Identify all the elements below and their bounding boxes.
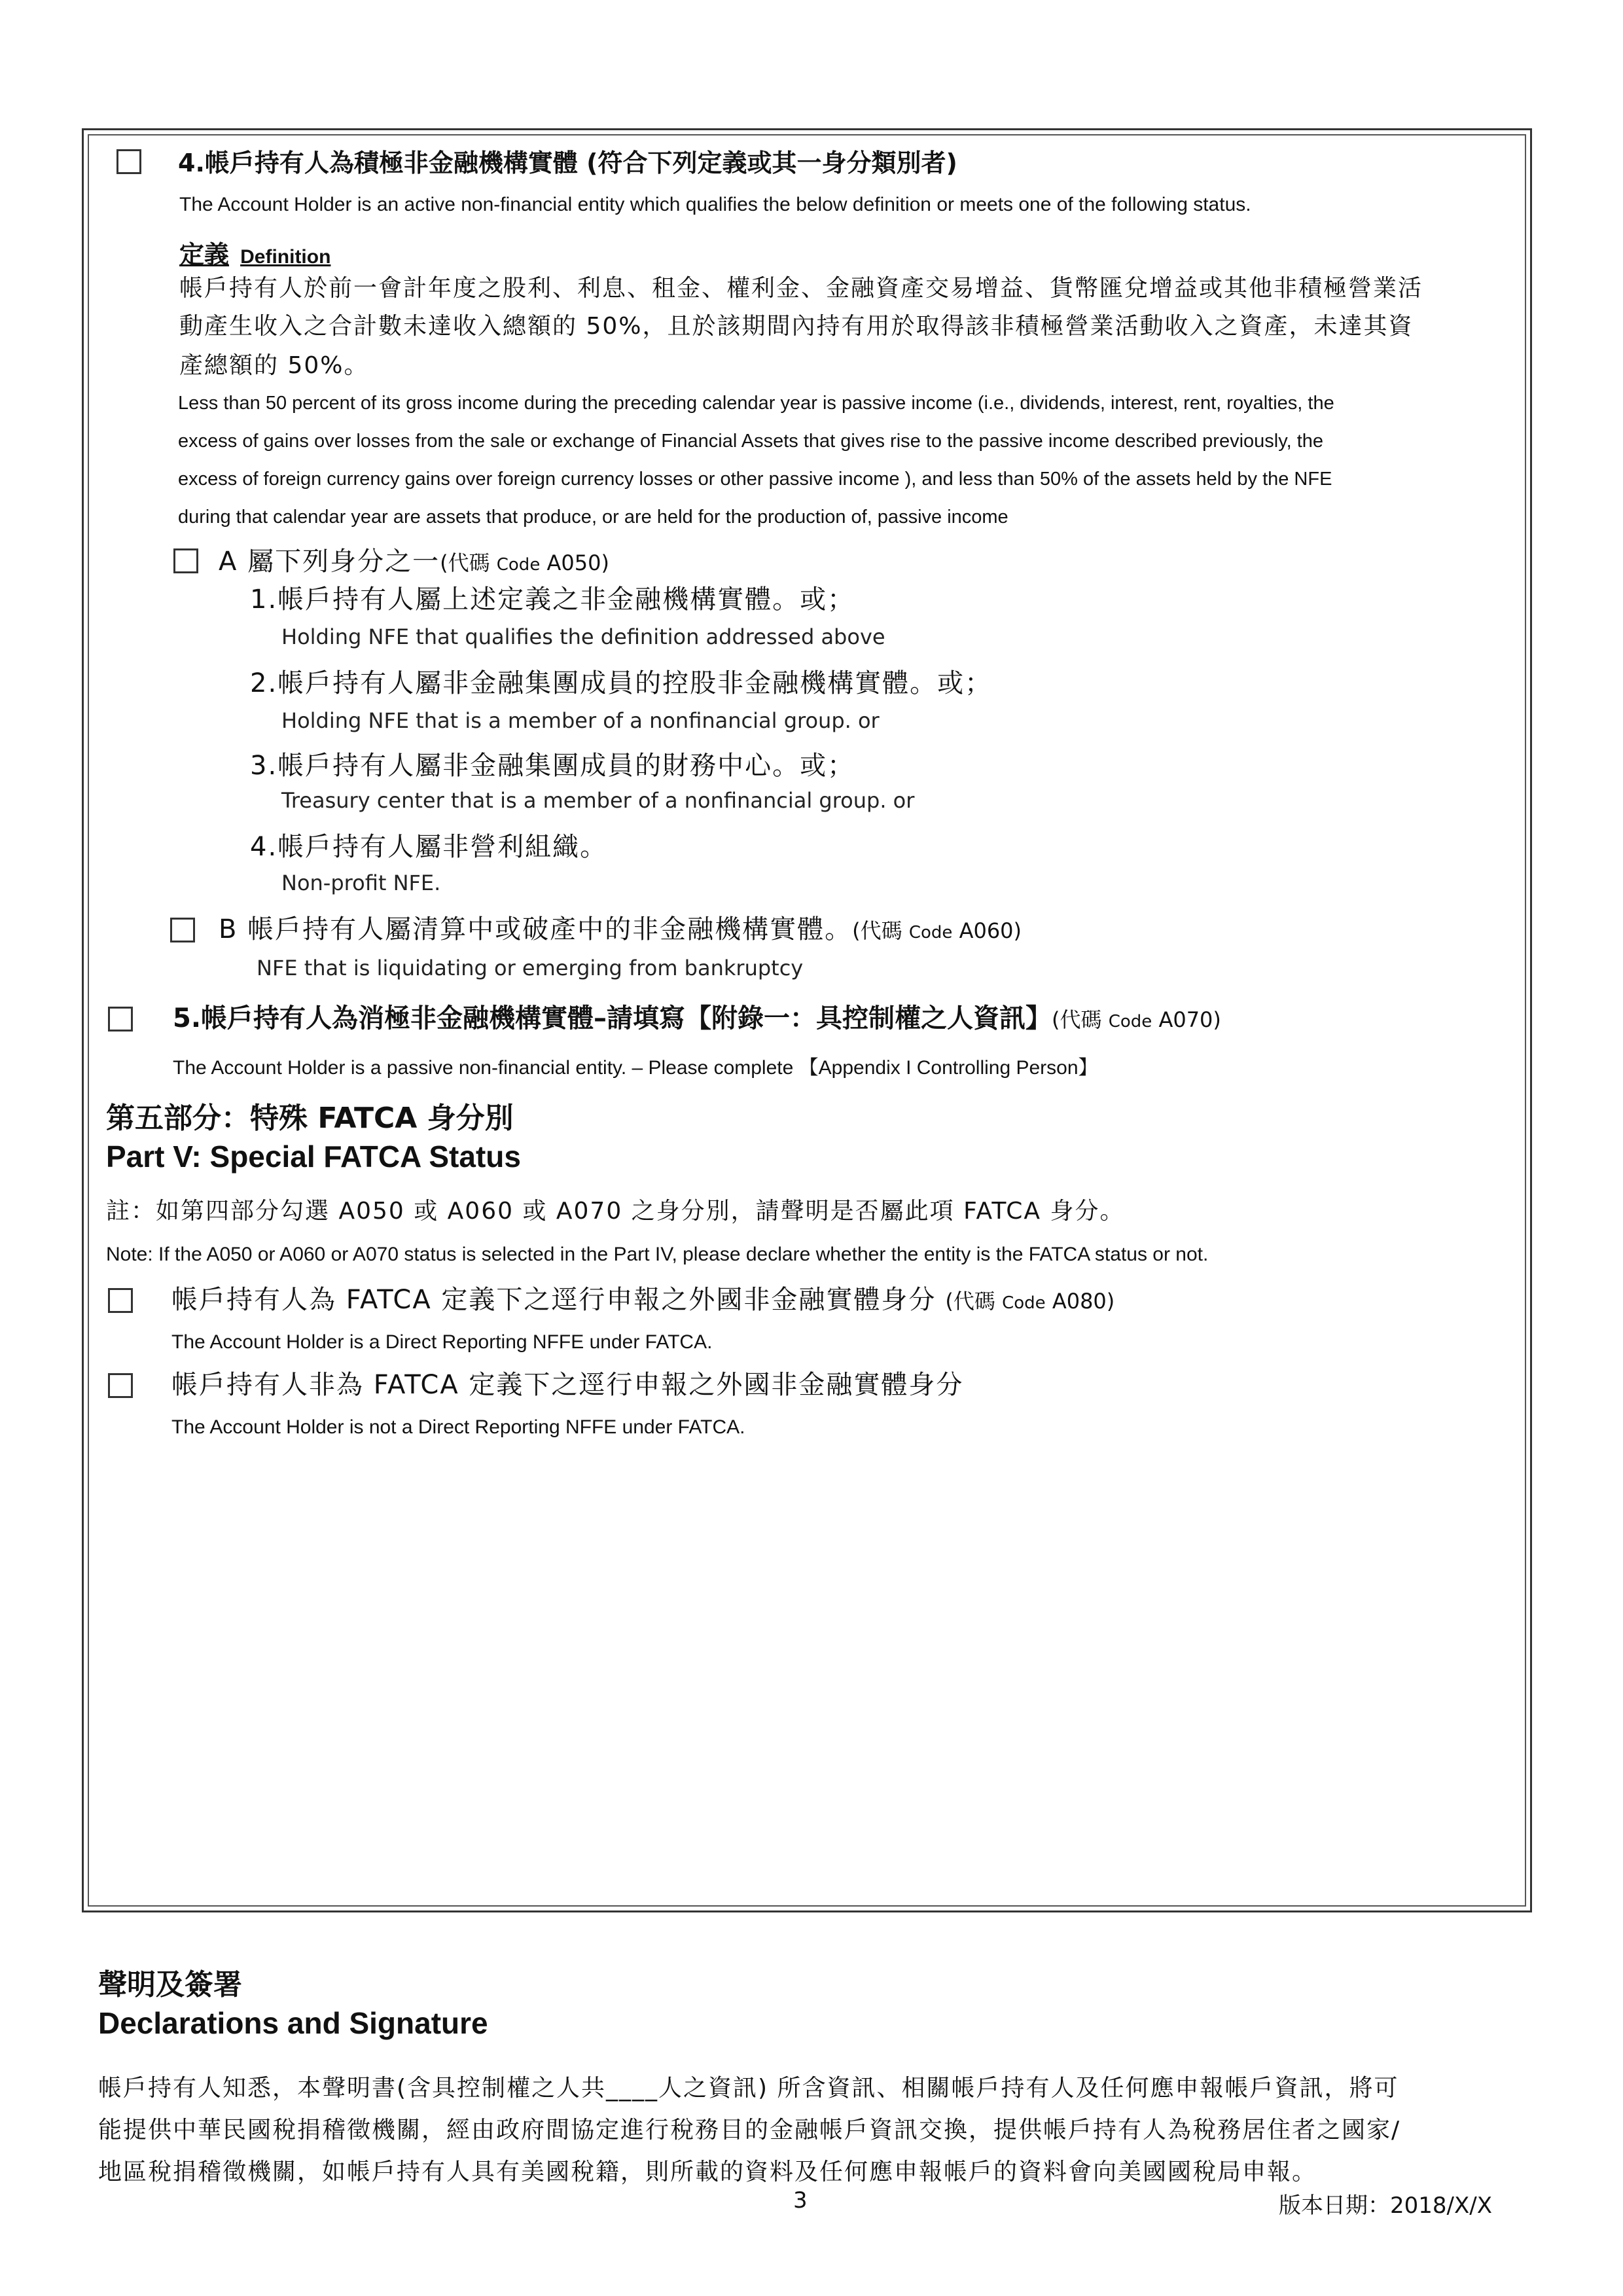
option-a-item-en: Holding NFE that qualifies the definition addressed above xyxy=(281,624,885,649)
not-direct-reporting-en: The Account Holder is not a Direct Reporting NFFE under FATCA. xyxy=(171,1416,745,1438)
option-a-item: 4.帳戶持有人屬非營利組織。 xyxy=(250,832,608,862)
definition-cn-line: 動產生收入之合計數未達收入總額的 50%，且於該期間內持有用於取得該非積極營業活動收入之資產，未達其資 xyxy=(179,313,1414,340)
direct-reporting-text: 帳戶持有人為 FATCA 定義下之逕行申報之外國非金融實體身分 xyxy=(171,1285,936,1315)
item5-title-rest: –請填寫【附錄一：具控制權之人資訊】 xyxy=(594,1003,1052,1033)
option-a-item-en: Holding NFE that is a member of a nonfinancial group. or xyxy=(281,708,880,733)
item5-code: (代碼 Code A070) xyxy=(1052,1007,1221,1032)
definition-en-line: excess of gains over losses from the sale or exchange of Financial Assets that gives rise to the passive income described previously, the xyxy=(178,431,1324,452)
definition-cn: 定義 xyxy=(179,240,230,269)
direct-reporting-label xyxy=(171,1279,1115,1316)
part5-note-cn: 註：如第四部分勾選 A050 或 A060 或 A070 之身分別，請聲明是否屬此項 FATCA 身分。 xyxy=(106,1198,1125,1225)
part5-note-en: Note: If the A050 or A060 or A070 status is selected in the Part IV, please declare whether the entity is the FATCA status or not. xyxy=(106,1244,1209,1265)
option-b-text: B 帳戶持有人屬清算中或破產中的非金融機構實體。 xyxy=(219,914,853,944)
declarations-line: 帳戶持有人知悉，本聲明書(含具控制權之人共____人之資訊) 所含資訊、相關帳戶持有人及任何應申報帳戶資訊，將可 xyxy=(98,2075,1399,2102)
part5-title-cn: 第五部分：特殊 FATCA 身分別 xyxy=(106,1102,514,1135)
option-a-item-en: Treasury center that is a member of a nonfinancial group. or xyxy=(281,788,915,813)
direct-reporting-en: The Account Holder is a Direct Reporting NFFE under FATCA. xyxy=(171,1331,713,1353)
option-b-checkbox[interactable] xyxy=(170,918,195,942)
direct-reporting-code: (代碼 Code A080) xyxy=(945,1289,1115,1314)
option-b-en: NFE that is liquidating or emerging from bankruptcy xyxy=(257,956,804,980)
definition-en: Definition xyxy=(240,246,331,268)
definition-en-line: during that calendar year are assets that produce, or are held for the production of, passive income xyxy=(178,507,1008,528)
item5-title xyxy=(173,997,1221,1035)
option-a-code: (代碼 Code A050) xyxy=(440,550,609,575)
option-a-item-en: Non-profit NFE. xyxy=(281,870,441,895)
item5-en: The Account Holder is a passive non-financial entity. – Please complete 【Appendix I Controlling Person】 xyxy=(173,1057,1098,1079)
declarations-line: 能提供中華民國稅捐稽徵機關，經由政府間協定進行稅務目的金融帳戶資訊交換，提供帳戶持有人為稅務居住者之國家/ xyxy=(98,2117,1401,2144)
definition-cn-line: 帳戶持有人於前一會計年度之股利、利息、租金、權利金、金融資產交易增益、貨幣匯兌增益或其他非積極營業活 xyxy=(179,275,1423,302)
option-a-label xyxy=(219,541,609,578)
not-direct-reporting-text: 帳戶持有人非為 FATCA 定義下之逕行申報之外國非金融實體身分 xyxy=(171,1370,964,1400)
option-a-text: A 屬下列身分之一 xyxy=(219,547,440,577)
option-a-item: 1.帳戶持有人屬上述定義之非金融機構實體。或； xyxy=(250,584,855,615)
declarations-title-en: Declarations and Signature xyxy=(98,2006,488,2040)
definition-heading xyxy=(179,234,330,270)
definition-en-line: excess of foreign currency gains over foreign currency losses or other passive income ), and less than 50% of the assets held by the NFE xyxy=(178,469,1332,490)
definition-cn-line: 產總額的 50%。 xyxy=(179,352,369,379)
item4-title-cn: 4.帳戶持有人為積極非金融機構實體 (符合下列定義或其一身分類別者) xyxy=(178,149,957,177)
declarations-line: 地區稅捐稽徵機關，如帳戶持有人具有美國稅籍，則所載的資料及任何應申報帳戶的資料會向美國國稅局申報。 xyxy=(98,2159,1317,2185)
page-number: 3 xyxy=(793,2187,808,2214)
item5-title-bold: 5.帳戶持有人為消極非金融機構實體 xyxy=(173,1003,594,1033)
passive-nfe-checkbox[interactable] xyxy=(108,1007,133,1031)
option-a-item: 2.帳戶持有人屬非金融集團成員的控股非金融機構實體。或； xyxy=(250,668,993,698)
definition-en-line: Less than 50 percent of its gross income during the preceding calendar year is passive income (i.e., dividends, interest, rent, royalties, the xyxy=(178,393,1334,414)
declarations-title-cn: 聲明及簽署 xyxy=(98,1968,242,2001)
direct-reporting-checkbox[interactable] xyxy=(108,1288,133,1313)
not-direct-reporting-checkbox[interactable] xyxy=(108,1373,133,1398)
option-a-checkbox[interactable] xyxy=(173,548,198,573)
option-b-label xyxy=(219,908,1022,946)
version-date: 版本日期：2018/X/X xyxy=(1279,2193,1493,2219)
part5-title-en: Part V: Special FATCA Status xyxy=(106,1139,521,1174)
option-a-item: 3.帳戶持有人屬非金融集團成員的財務中心。或； xyxy=(250,751,855,781)
item4-title-en: The Account Holder is an active non-financial entity which qualifies the below definition or meets one of the following status. xyxy=(179,194,1251,215)
active-nfe-checkbox[interactable] xyxy=(116,149,141,174)
option-b-code: (代碼 Code A060) xyxy=(852,918,1022,943)
